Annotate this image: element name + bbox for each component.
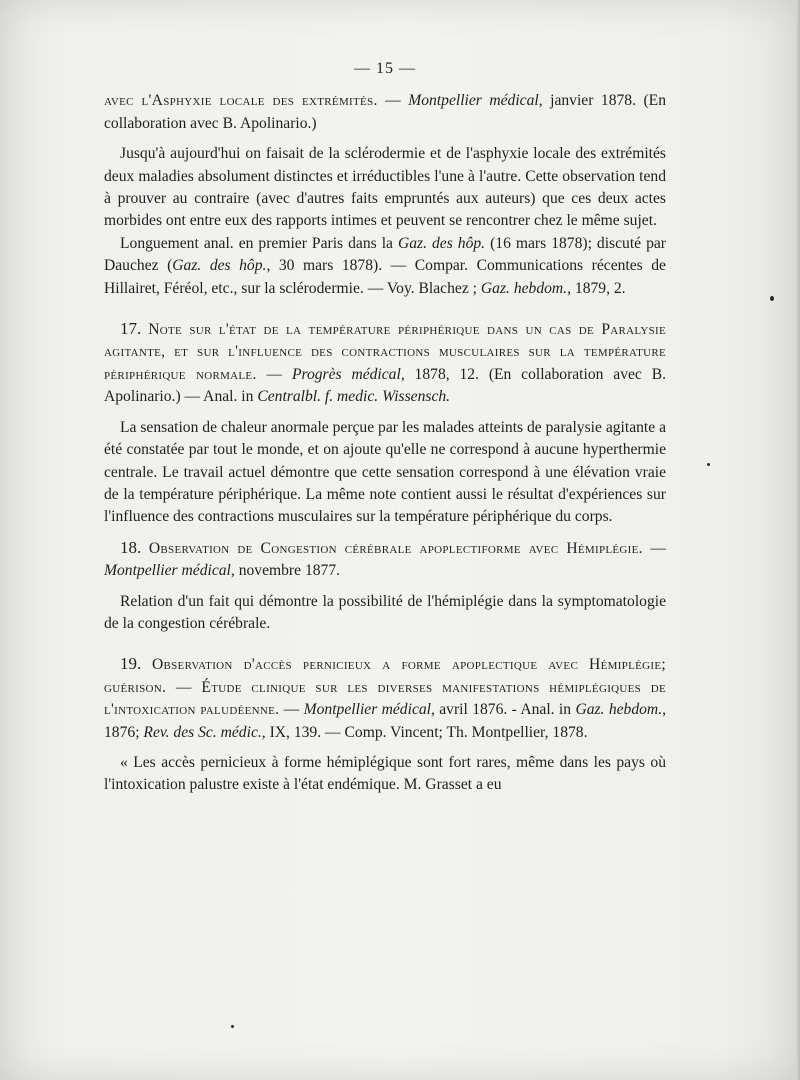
dash: — [642,539,667,557]
entry-18-title: Observation de Congestion cérébrale apoplectiforme avec Hémiplégie. [148,539,643,557]
journal-ref: Gaz. hebdom. [480,279,568,297]
text-run: Longuement anal. en premier Paris dans la [120,234,398,252]
ink-speck [707,463,710,466]
text-run: , 1876; [104,701,667,741]
entry-16-date: , janvier 1878. (En collaboration avec B. Apolinario.) [104,92,666,132]
text-run: , 1879, 2. [567,279,626,297]
ink-speck [770,296,774,301]
entry-17-journal-2: Centralbl. f. medic. Wissensch. [257,388,451,406]
entry-18-journal: Montpellier médical [104,562,231,580]
entry-19-number: 19. [120,654,142,674]
entry-19-gaz: Gaz. hebdom. [575,701,663,719]
dash: — [279,701,304,719]
text-run: , novembre 1877. [230,562,341,580]
text-run: (16 mars 1878); discuté par Dauchez ( [104,234,666,275]
entry-16-journal: Montpellier médical [408,92,539,110]
ink-speck [231,1025,234,1028]
text-run: , 30 mars 1878). — Compar. Communications récentes de Hillairet, Féréol, etc., sur la sclérodermie. — Voy. Blachez ; [104,257,666,297]
page-number: — 15 — [354,60,416,77]
text-run: , avril 1876. - Anal. in [431,701,576,719]
entry-16-title: avec l'Asphyxie locale des extrémités. [104,92,378,110]
journal-ref: Gaz. des hôp. [172,257,267,275]
entry-16-paragraph-1: Jusqu'à aujourd'hui on faisait de la sclérodermie et de l'asphyxie locale des extrémités deux maladies absolument distinctes et irréductibles l'une à l'autre. Cette observation tend à prouver au contraire (avec d'autres faits empruntés aux auteurs) que ces deux actes morbides ont entre eux des rapports intimes et peuvent se rencontrer chez le même sujet. [104,145,666,230]
entry-18-paragraph-1: Relation d'un fait qui démontre la possibilité de l'hémiplégie dans la symptomatologie de la congestion cérébrale. [104,592,666,632]
text-run: , IX, 139. — Comp. Vincent; Th. Montpellier, 1878. [261,723,588,741]
entry-17-heading [104,318,666,409]
text-run: , 1878, 12. (En collaboration avec B. Apolinario.) — Anal. in [104,365,666,406]
entry-19-journal: Montpellier médical [303,701,431,719]
dash: — [256,365,292,383]
entry-16-paragraph-2 [104,233,666,300]
entry-16-dash: — [377,92,409,110]
entry-19-heading [104,653,666,744]
entry-17-journal: Progrès médical [291,365,401,383]
entry-18-heading [104,537,666,583]
page-edge-shadow [796,0,800,1080]
entry-17-title: Note sur l'état de la température périphérique dans un cas de Paralysie agitante, et sur l'influence des contractions musculaires sur la température périphérique normale. [104,321,666,383]
entry-17-paragraph-1: La sensation de chaleur anormale perçue par les malades atteints de paralysie agitante a été constatée par tout le monde, et on ajoute qu'elle ne correspond à aucune hyperthermie centrale. Le travail actuel démontre que cette sensation correspond à une élévation vraie de la température périphérique. La même note contient aussi le résultat d'expériences sur l'influence des contractions musculaires sur la température périphérique du corps. [104,418,666,526]
entry-18-number: 18. [120,537,142,557]
entry-17-number: 17. [120,319,142,339]
entry-19-quote: « Les accès pernicieux à forme hémiplégique sont fort rares, même dans les pays où l'intoxication palustre existe à l'état endémique. M. Grasset a eu [104,753,666,794]
entry-19-title: Observation d'accès pernicieux a forme apoplectique avec Hémiplégie; guérison. — Étude clinique sur les diverses manifestations hémiplégiques de l'intoxication paludéenne. [104,656,666,719]
page-content [104,58,666,797]
entry-19-rev: Rev. des Sc. médic. [143,723,262,741]
journal-ref: Gaz. des hôp. [397,234,486,252]
entry-16-heading [104,90,666,135]
